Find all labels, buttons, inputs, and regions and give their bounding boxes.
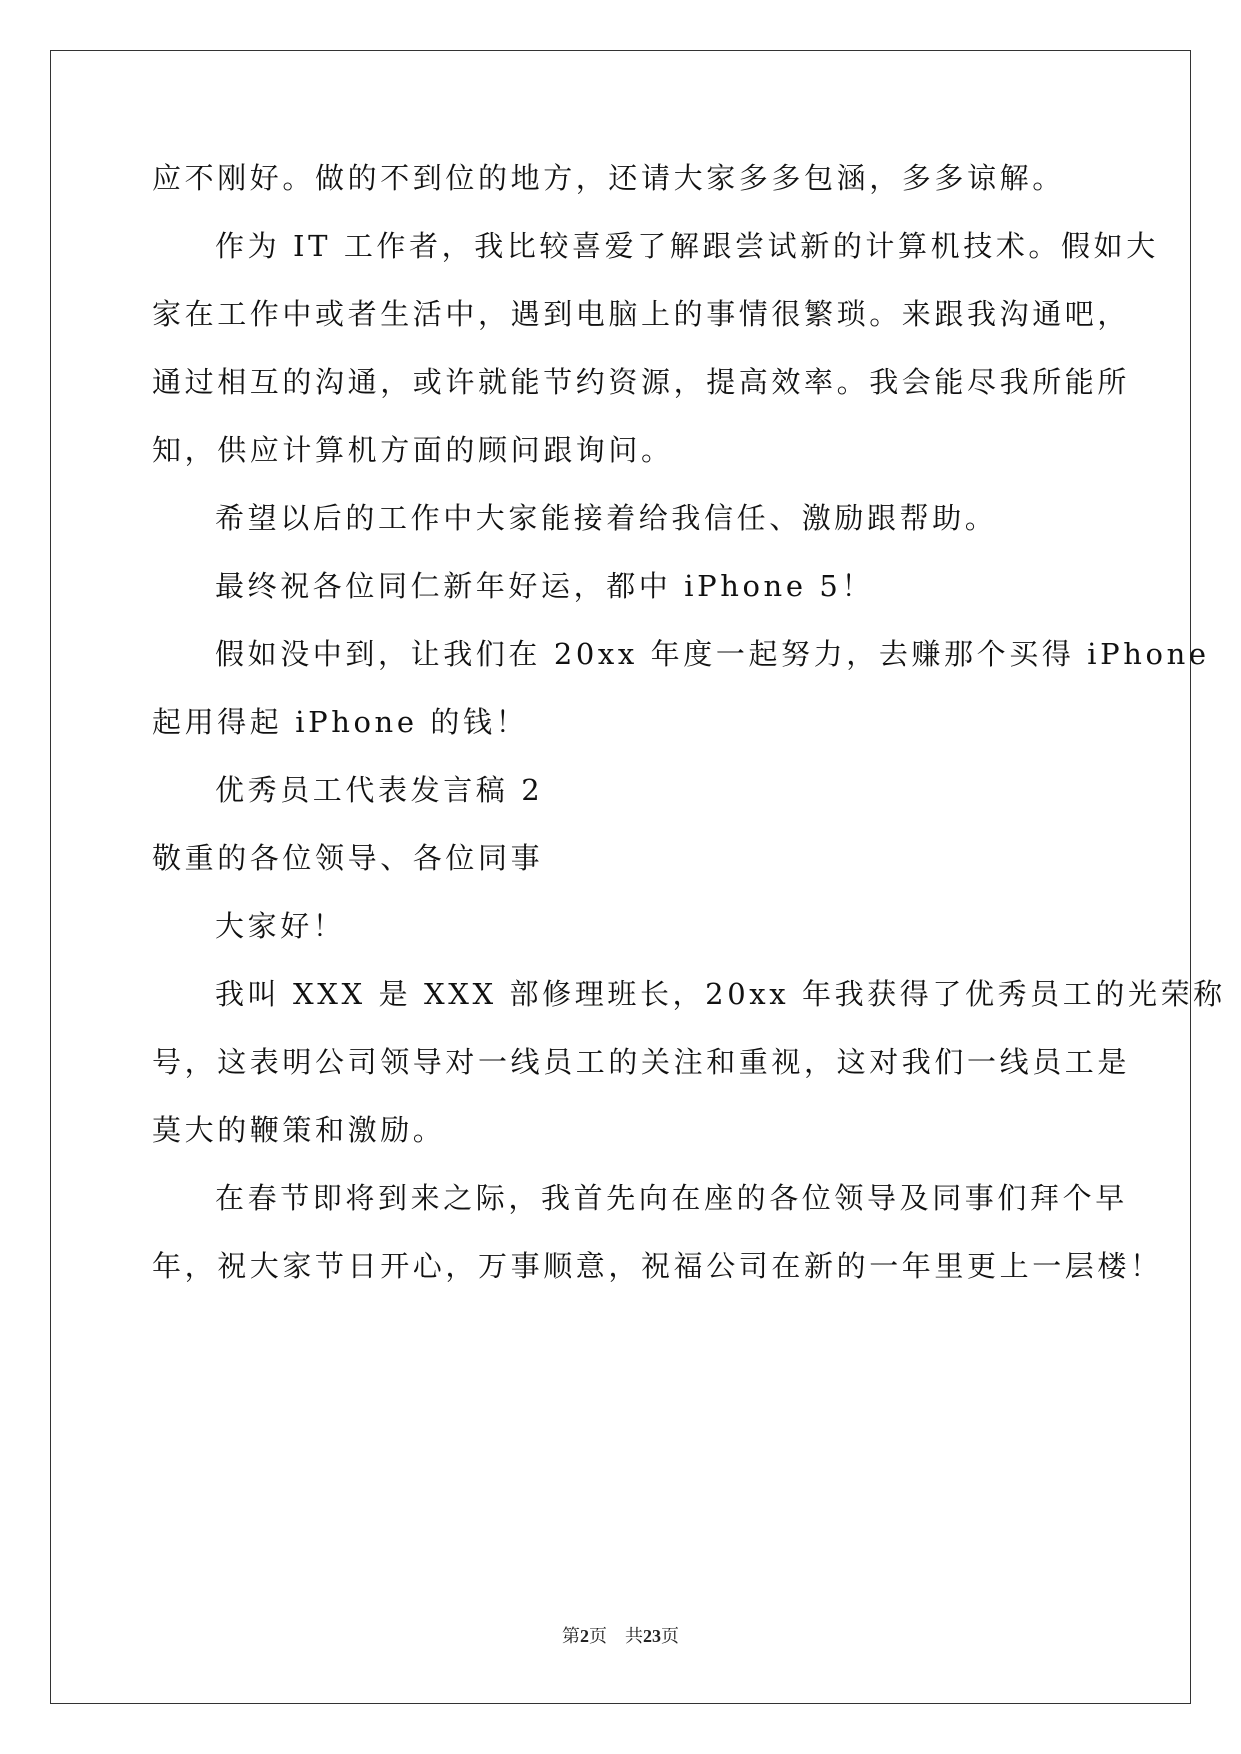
paragraph-line: 作为 IT 工作者，我比较喜爱了解跟尝试新的计算机技术。假如大 xyxy=(215,229,1159,263)
page-suffix: 页 xyxy=(589,1626,607,1646)
section-title: 优秀员工代表发言稿 2 xyxy=(215,773,544,807)
total-prefix: 共 xyxy=(625,1626,643,1646)
paragraph-line: 假如没中到，让我们在 20xx 年度一起努力，去赚那个买得 iPhone xyxy=(215,637,1210,671)
body-line: 起用得起 iPhone 的钱！ xyxy=(152,705,529,739)
body-line: 年，祝大家节日开心，万事顺意，祝福公司在新的一年里更上一层楼！ xyxy=(152,1249,1163,1283)
salutation: 敬重的各位领导、各位同事 xyxy=(152,841,544,875)
paragraph-line: 希望以后的工作中大家能接着给我信任、激励跟帮助。 xyxy=(215,501,998,535)
paragraph-line: 我叫 XXX 是 XXX 部修理班长，20xx 年我获得了优秀员工的光荣称 xyxy=(215,977,1226,1011)
total-suffix: 页 xyxy=(661,1626,679,1646)
greeting: 大家好！ xyxy=(215,909,346,943)
total-pages: 23 xyxy=(643,1626,661,1646)
paragraph-line: 最终祝各位同仁新年好运，都中 iPhone 5！ xyxy=(215,569,875,603)
body-line: 应不刚好。做的不到位的地方，还请大家多多包涵，多多谅解。 xyxy=(152,161,1065,195)
body-line: 通过相互的沟通，或许就能节约资源，提高效率。我会能尽我所能所 xyxy=(152,365,1131,399)
page-footer xyxy=(0,1625,1241,1647)
page-number: 2 xyxy=(580,1626,589,1646)
body-line: 知，供应计算机方面的顾问跟询问。 xyxy=(152,433,674,467)
paragraph-line: 在春节即将到来之际，我首先向在座的各位领导及同事们拜个早 xyxy=(215,1181,1128,1215)
page-prefix: 第 xyxy=(562,1626,580,1646)
body-line: 莫大的鞭策和激励。 xyxy=(152,1113,446,1147)
body-line: 号，这表明公司领导对一线员工的关注和重视，这对我们一线员工是 xyxy=(152,1045,1131,1079)
body-line: 家在工作中或者生活中，遇到电脑上的事情很繁琐。来跟我沟通吧， xyxy=(152,297,1131,331)
